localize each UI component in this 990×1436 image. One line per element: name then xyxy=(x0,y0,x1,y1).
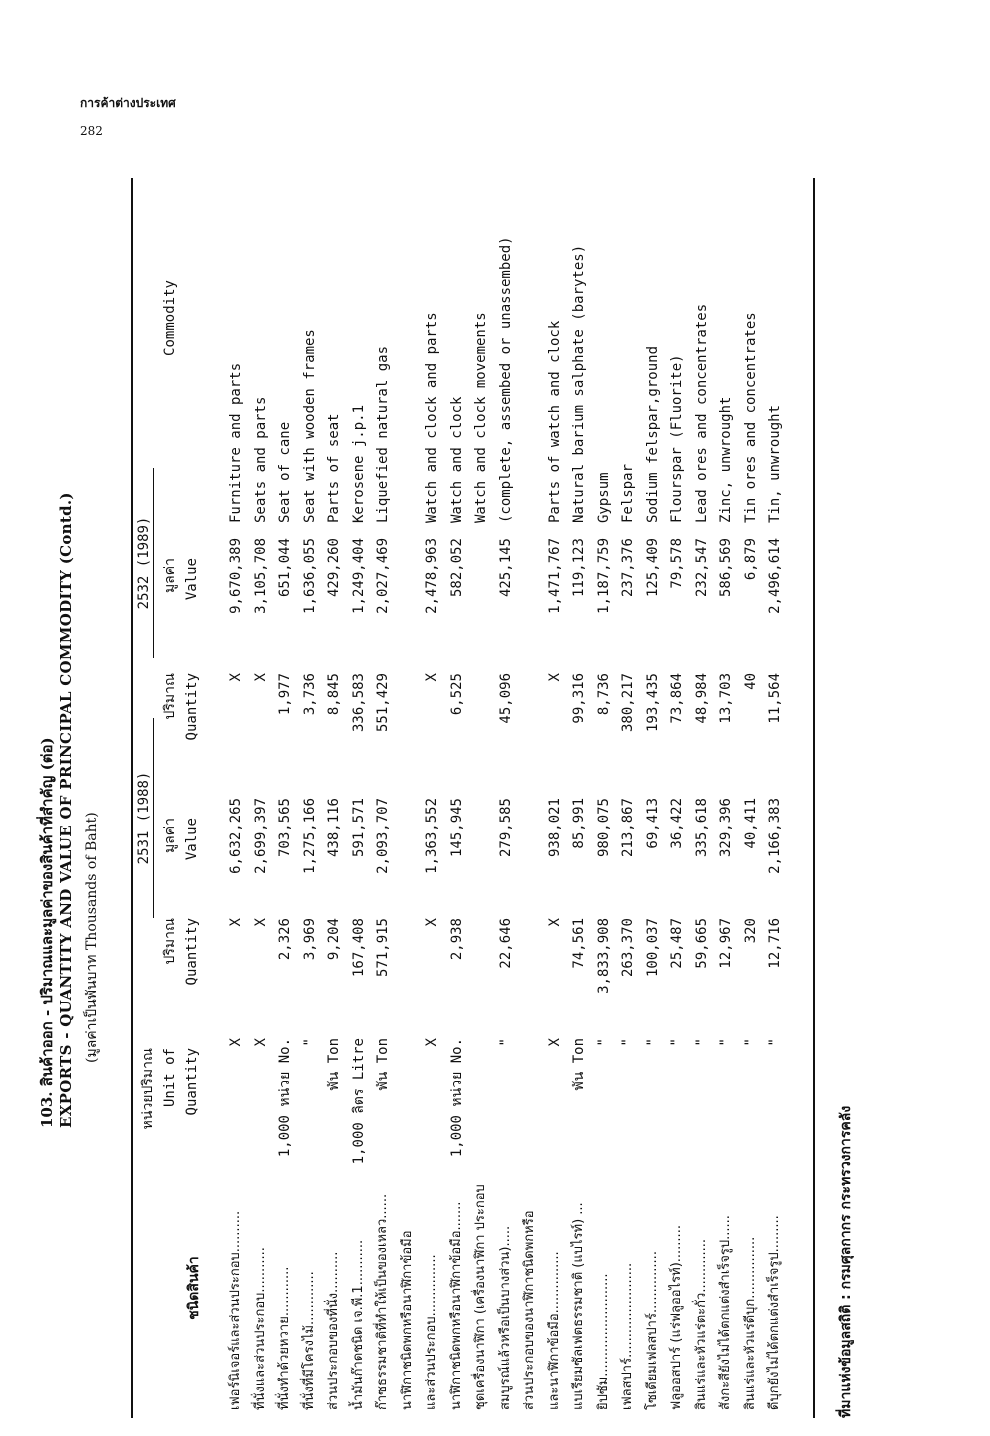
cell-q1988: 59,665 xyxy=(693,918,710,969)
table-row xyxy=(225,158,247,1418)
cell-v1988: 980,075 xyxy=(595,798,612,858)
cell-q1988: 22,646 xyxy=(497,918,514,969)
cell-unit: " xyxy=(644,1038,661,1047)
table-bottom-rule xyxy=(813,178,815,1418)
table-subtitle: (มูลค่าเป็นพันบาท Thousands of Baht) xyxy=(84,812,100,1063)
cell-v1989: 79,578 xyxy=(669,538,685,589)
cell-en: Seat of cane xyxy=(277,421,293,523)
cell-q1988: 167,408 xyxy=(350,918,367,978)
header-value-en-1988: Value xyxy=(184,818,200,861)
cell-th: ชุดเครื่องนาฬิกา (เครื่องนาฬิกา ประกอบ xyxy=(473,1184,488,1410)
cell-v1988: 335,618 xyxy=(693,798,710,858)
cell-q1989: 8,845 xyxy=(326,673,342,716)
cell-q1989: 380,217 xyxy=(620,673,636,733)
cell-unit: " xyxy=(767,1038,783,1047)
table-row xyxy=(593,158,615,1418)
cell-en: Watch and clock movements xyxy=(473,312,489,523)
cell-unit: 1,000 หน่วย No. xyxy=(448,1038,465,1158)
cell-th: เฟอร์นิเจอร์และส่วนประกอบ.......... xyxy=(228,1210,243,1410)
cell-en: Watch and clock xyxy=(448,396,465,523)
page-number: 282 xyxy=(80,124,103,138)
cell-v1988: 938,021 xyxy=(546,798,563,858)
source-note: ที่มาแห่งข้อมูลสถิติ : กรมศุลกากร กระทรวงการคลัง xyxy=(838,1105,854,1418)
cell-q1989: 45,096 xyxy=(497,673,514,724)
cell-th: ส่วนประกอบของนาฬิกาชนิดพกหรือ xyxy=(522,1210,537,1410)
cell-v1989: 2,496,614 xyxy=(767,538,783,614)
cell-en: (complete, assembed or unassembed) xyxy=(497,236,514,523)
cell-th: สินแร่และหัวแร่ดีบุก............... xyxy=(742,1236,758,1410)
cell-en: Sodium felspar,ground xyxy=(644,345,661,523)
cell-v1989: 2,027,469 xyxy=(375,538,391,614)
cell-th: ยิปซัม......................... xyxy=(595,1273,611,1410)
cell-q1989: X xyxy=(228,673,244,682)
cell-v1988: 591,571 xyxy=(350,798,367,858)
table-row xyxy=(299,158,321,1418)
cell-q1989: 551,429 xyxy=(375,673,391,733)
cell-q1988: X xyxy=(546,918,563,927)
cell-q1989: 11,564 xyxy=(767,673,783,724)
cell-v1988: 85,991 xyxy=(571,798,587,849)
cell-v1988: 329,396 xyxy=(718,798,734,858)
header-unit-en-1: Unit of xyxy=(162,1048,178,1108)
cell-q1989: 13,703 xyxy=(718,673,734,724)
cell-en: Liquefied natural gas xyxy=(375,345,391,523)
cell-unit: พัน Ton xyxy=(571,1038,587,1091)
table-row xyxy=(348,158,370,1418)
cell-v1989: 2,478,963 xyxy=(424,538,440,614)
cell-q1988: 320 xyxy=(742,918,759,944)
cell-en: Parts of watch and clock xyxy=(546,320,563,523)
year-1989-rule xyxy=(153,468,154,658)
table-row xyxy=(421,158,443,1418)
cell-en: Gypsum xyxy=(595,472,612,523)
cell-q1989: 40 xyxy=(742,673,759,690)
cell-th: โซเดียมเฟลสปาร์............... xyxy=(644,1251,660,1410)
cell-v1989: 586,569 xyxy=(718,538,734,598)
cell-th: ฟลูออสปาร์ (แร่ฟลูออไรท์)......... xyxy=(669,1225,684,1410)
cell-q1989: 48,984 xyxy=(693,673,710,724)
header-value-en-1989: Value xyxy=(184,558,200,601)
cell-v1989: 425,145 xyxy=(497,538,514,598)
cell-th: ที่นั่งทำด้วยหวาย............ xyxy=(277,1266,292,1410)
cell-en: Flourspar (Fluorite) xyxy=(669,354,685,523)
header-unit-en-2: Quantity xyxy=(184,1048,200,1116)
cell-v1989: 1,636,055 xyxy=(301,538,318,614)
table-row xyxy=(323,158,345,1418)
cell-unit: " xyxy=(718,1038,734,1047)
cell-v1989: 651,044 xyxy=(277,538,293,598)
cell-en: Lead ores and concentrates xyxy=(693,303,710,523)
cell-q1989: 193,435 xyxy=(644,673,661,733)
cell-v1989: 3,105,708 xyxy=(252,538,269,614)
cell-en: Seats and parts xyxy=(252,396,269,523)
cell-q1988: 12,716 xyxy=(767,918,783,969)
table-row xyxy=(642,158,664,1418)
cell-en: Furniture and parts xyxy=(228,362,244,523)
header-commodity-th: ชนิดสินค้า xyxy=(186,1256,202,1320)
cell-unit: พัน Ton xyxy=(375,1038,391,1091)
cell-v1989: 237,376 xyxy=(620,538,636,598)
cell-en: Kerosene j.p.1 xyxy=(350,404,367,523)
table-row xyxy=(470,158,492,1418)
cell-unit: X xyxy=(228,1038,244,1047)
cell-v1988: 1,275,166 xyxy=(301,798,318,874)
cell-th: นาฬิกาชนิดพกหรือนาฬิกาข้อมือ....... xyxy=(448,1201,464,1410)
header-quantity-th-1988: ปริมาณ xyxy=(162,918,178,965)
cell-q1989: 336,583 xyxy=(350,673,367,733)
cell-en: Zinc, unwrought xyxy=(718,396,734,523)
cell-th: น้ำมันก๊าดชนิด เจ.พี.1........... xyxy=(350,1239,366,1410)
header-value-th-1989: มูลค่า xyxy=(162,558,178,594)
cell-th: ที่นั่งและส่วนประกอบ........... xyxy=(252,1247,268,1410)
cell-th: สังกะสียังไม่ได้ตกแต่งสำเร็จรูป...... xyxy=(718,1215,733,1410)
cell-v1989: 9,670,389 xyxy=(228,538,244,614)
header-commodity-en: Commodity xyxy=(162,280,178,356)
table-row xyxy=(715,158,737,1418)
cell-v1989: 119,123 xyxy=(571,538,587,598)
cell-th: ที่นั่งที่มีโครงไม้............. xyxy=(301,1271,317,1410)
cell-q1988: 2,938 xyxy=(448,918,465,961)
cell-en: Seat with wooden frames xyxy=(301,329,318,523)
cell-th: และส่วนประกอบ............... xyxy=(424,1254,439,1410)
cell-unit: " xyxy=(301,1038,318,1047)
cell-q1989: X xyxy=(546,673,563,682)
table-row xyxy=(446,158,468,1418)
header-year-1989: 2532 (1989) xyxy=(136,516,152,610)
table-row xyxy=(372,158,394,1418)
cell-q1988: 74,561 xyxy=(571,918,587,969)
cell-v1989: 582,052 xyxy=(448,538,465,598)
cell-th: สมบูรณ์แล้วหรือเป็นบางส่วน)..... xyxy=(497,1225,513,1410)
cell-q1988: X xyxy=(228,918,244,927)
header-year-1988: 2531 (1988) xyxy=(136,771,152,865)
cell-v1988: 2,166,383 xyxy=(767,798,783,874)
cell-v1989: 1,187,759 xyxy=(595,538,612,614)
cell-q1988: 25,487 xyxy=(669,918,685,969)
cell-en: Felspar xyxy=(620,463,636,523)
cell-th: แบเรียมซัลเฟตธรรมชาติ (แบไรท์) ... xyxy=(571,1202,586,1410)
year-1988-rule xyxy=(153,718,154,918)
table-row xyxy=(666,158,688,1418)
cell-v1989: 6,879 xyxy=(742,538,759,581)
cell-en: Parts of seat xyxy=(326,413,342,523)
table-row xyxy=(519,158,541,1418)
cell-v1989: 429,260 xyxy=(326,538,342,598)
cell-q1989: 3,736 xyxy=(301,673,318,716)
cell-q1989: X xyxy=(424,673,440,682)
cell-unit: 1,000 ลิตร Litre xyxy=(350,1038,367,1165)
table-top-rule xyxy=(131,178,133,1418)
cell-q1988: X xyxy=(424,918,440,927)
cell-en: Natural barium salphate (barytes) xyxy=(571,244,587,523)
cell-th: ก๊าซธรรมชาติที่ทำให้เป็นของเหลว...... xyxy=(375,1193,390,1410)
cell-th: ดีบุกยังไม่ได้ตกแต่งสำเร็จรูป......... xyxy=(767,1215,782,1410)
cell-q1988: 3,969 xyxy=(301,918,318,961)
cell-v1988: 213,867 xyxy=(620,798,636,858)
table-row xyxy=(250,158,272,1418)
cell-en: Watch and clock and parts xyxy=(424,312,440,523)
cell-q1988: 3,833,908 xyxy=(595,918,612,994)
table-title-en: EXPORTS - QUANTITY AND VALUE OF PRINCIPAL COMMODITY (Contd.) xyxy=(57,492,75,1128)
cell-q1989: X xyxy=(252,673,269,682)
cell-v1989: 1,471,767 xyxy=(546,538,563,614)
cell-q1988: X xyxy=(252,918,269,927)
cell-unit: " xyxy=(669,1038,685,1047)
cell-q1989: 6,525 xyxy=(448,673,465,716)
header-unit-th: หน่วยปริมาณ xyxy=(140,1048,156,1130)
table-row xyxy=(764,158,786,1418)
cell-unit: 1,000 หน่วย No. xyxy=(277,1038,293,1158)
cell-en: Tin, unwrought xyxy=(767,404,783,523)
cell-en: Tin ores and concentrates xyxy=(742,312,759,523)
cell-v1988: 6,632,265 xyxy=(228,798,244,874)
table-row xyxy=(397,158,419,1418)
cell-q1989: 1,977 xyxy=(277,673,293,716)
table-row xyxy=(691,158,713,1418)
cell-v1988: 2,093,707 xyxy=(375,798,391,874)
table-row xyxy=(617,158,639,1418)
cell-v1988: 145,945 xyxy=(448,798,465,858)
cell-th: เฟลสปาร์....................... xyxy=(620,1262,635,1410)
cell-q1988: 100,037 xyxy=(644,918,661,978)
header-quantity-en-1989: Quantity xyxy=(184,673,200,741)
table-row xyxy=(568,158,590,1418)
header-value-th-1988: มูลค่า xyxy=(162,818,178,854)
cell-unit: X xyxy=(546,1038,563,1047)
rotated-table-page xyxy=(35,158,905,1418)
cell-q1988: 571,915 xyxy=(375,918,391,978)
cell-v1988: 36,422 xyxy=(669,798,685,849)
header-quantity-th-1989: ปริมาณ xyxy=(162,673,178,720)
cell-th: ส่วนประกอบของที่นั่ง.......... xyxy=(326,1251,341,1410)
cell-unit: " xyxy=(693,1038,710,1047)
table-row xyxy=(740,158,762,1418)
cell-v1988: 438,116 xyxy=(326,798,342,858)
cell-unit: " xyxy=(595,1038,612,1047)
cell-v1988: 703,565 xyxy=(277,798,293,858)
cell-v1988: 279,585 xyxy=(497,798,514,858)
cell-q1988: 2,326 xyxy=(277,918,293,961)
running-header: การค้าต่างประเทศ xyxy=(80,96,176,110)
cell-q1988: 263,370 xyxy=(620,918,636,978)
cell-v1989: 232,547 xyxy=(693,538,710,598)
table-row xyxy=(495,158,517,1418)
cell-v1988: 1,363,552 xyxy=(424,798,440,874)
cell-unit: " xyxy=(620,1038,636,1047)
cell-q1989: 73,864 xyxy=(669,673,685,724)
cell-v1989: 1,249,404 xyxy=(350,538,367,614)
cell-unit: " xyxy=(497,1038,514,1047)
cell-v1989: 125,409 xyxy=(644,538,661,598)
cell-v1988: 2,699,397 xyxy=(252,798,269,874)
cell-q1989: 99,316 xyxy=(571,673,587,724)
cell-q1988: 12,967 xyxy=(718,918,734,969)
table-row xyxy=(274,158,296,1418)
table-title-th: 103. สินค้าออก - ปริมาณและมูลค่าของสินค้าที่สำคัญ (ต่อ) xyxy=(38,737,56,1128)
cell-q1988: 9,204 xyxy=(326,918,342,961)
cell-unit: X xyxy=(424,1038,440,1047)
cell-v1988: 69,413 xyxy=(644,798,661,849)
cell-th: นาฬิกาชนิดพกหรือนาฬิกาข้อมือ xyxy=(399,1230,415,1410)
table-row xyxy=(544,158,566,1418)
cell-th: และนาฬิกาข้อมือ............... xyxy=(546,1251,562,1410)
cell-q1989: 8,736 xyxy=(595,673,612,716)
cell-unit: X xyxy=(252,1038,269,1047)
cell-v1988: 40,411 xyxy=(742,798,759,849)
cell-unit: พัน Ton xyxy=(326,1038,342,1091)
header-quantity-en-1988: Quantity xyxy=(184,918,200,986)
cell-unit: " xyxy=(742,1038,759,1047)
cell-th: สินแร่และหัวแร่ตะกั่ว............. xyxy=(693,1238,709,1410)
